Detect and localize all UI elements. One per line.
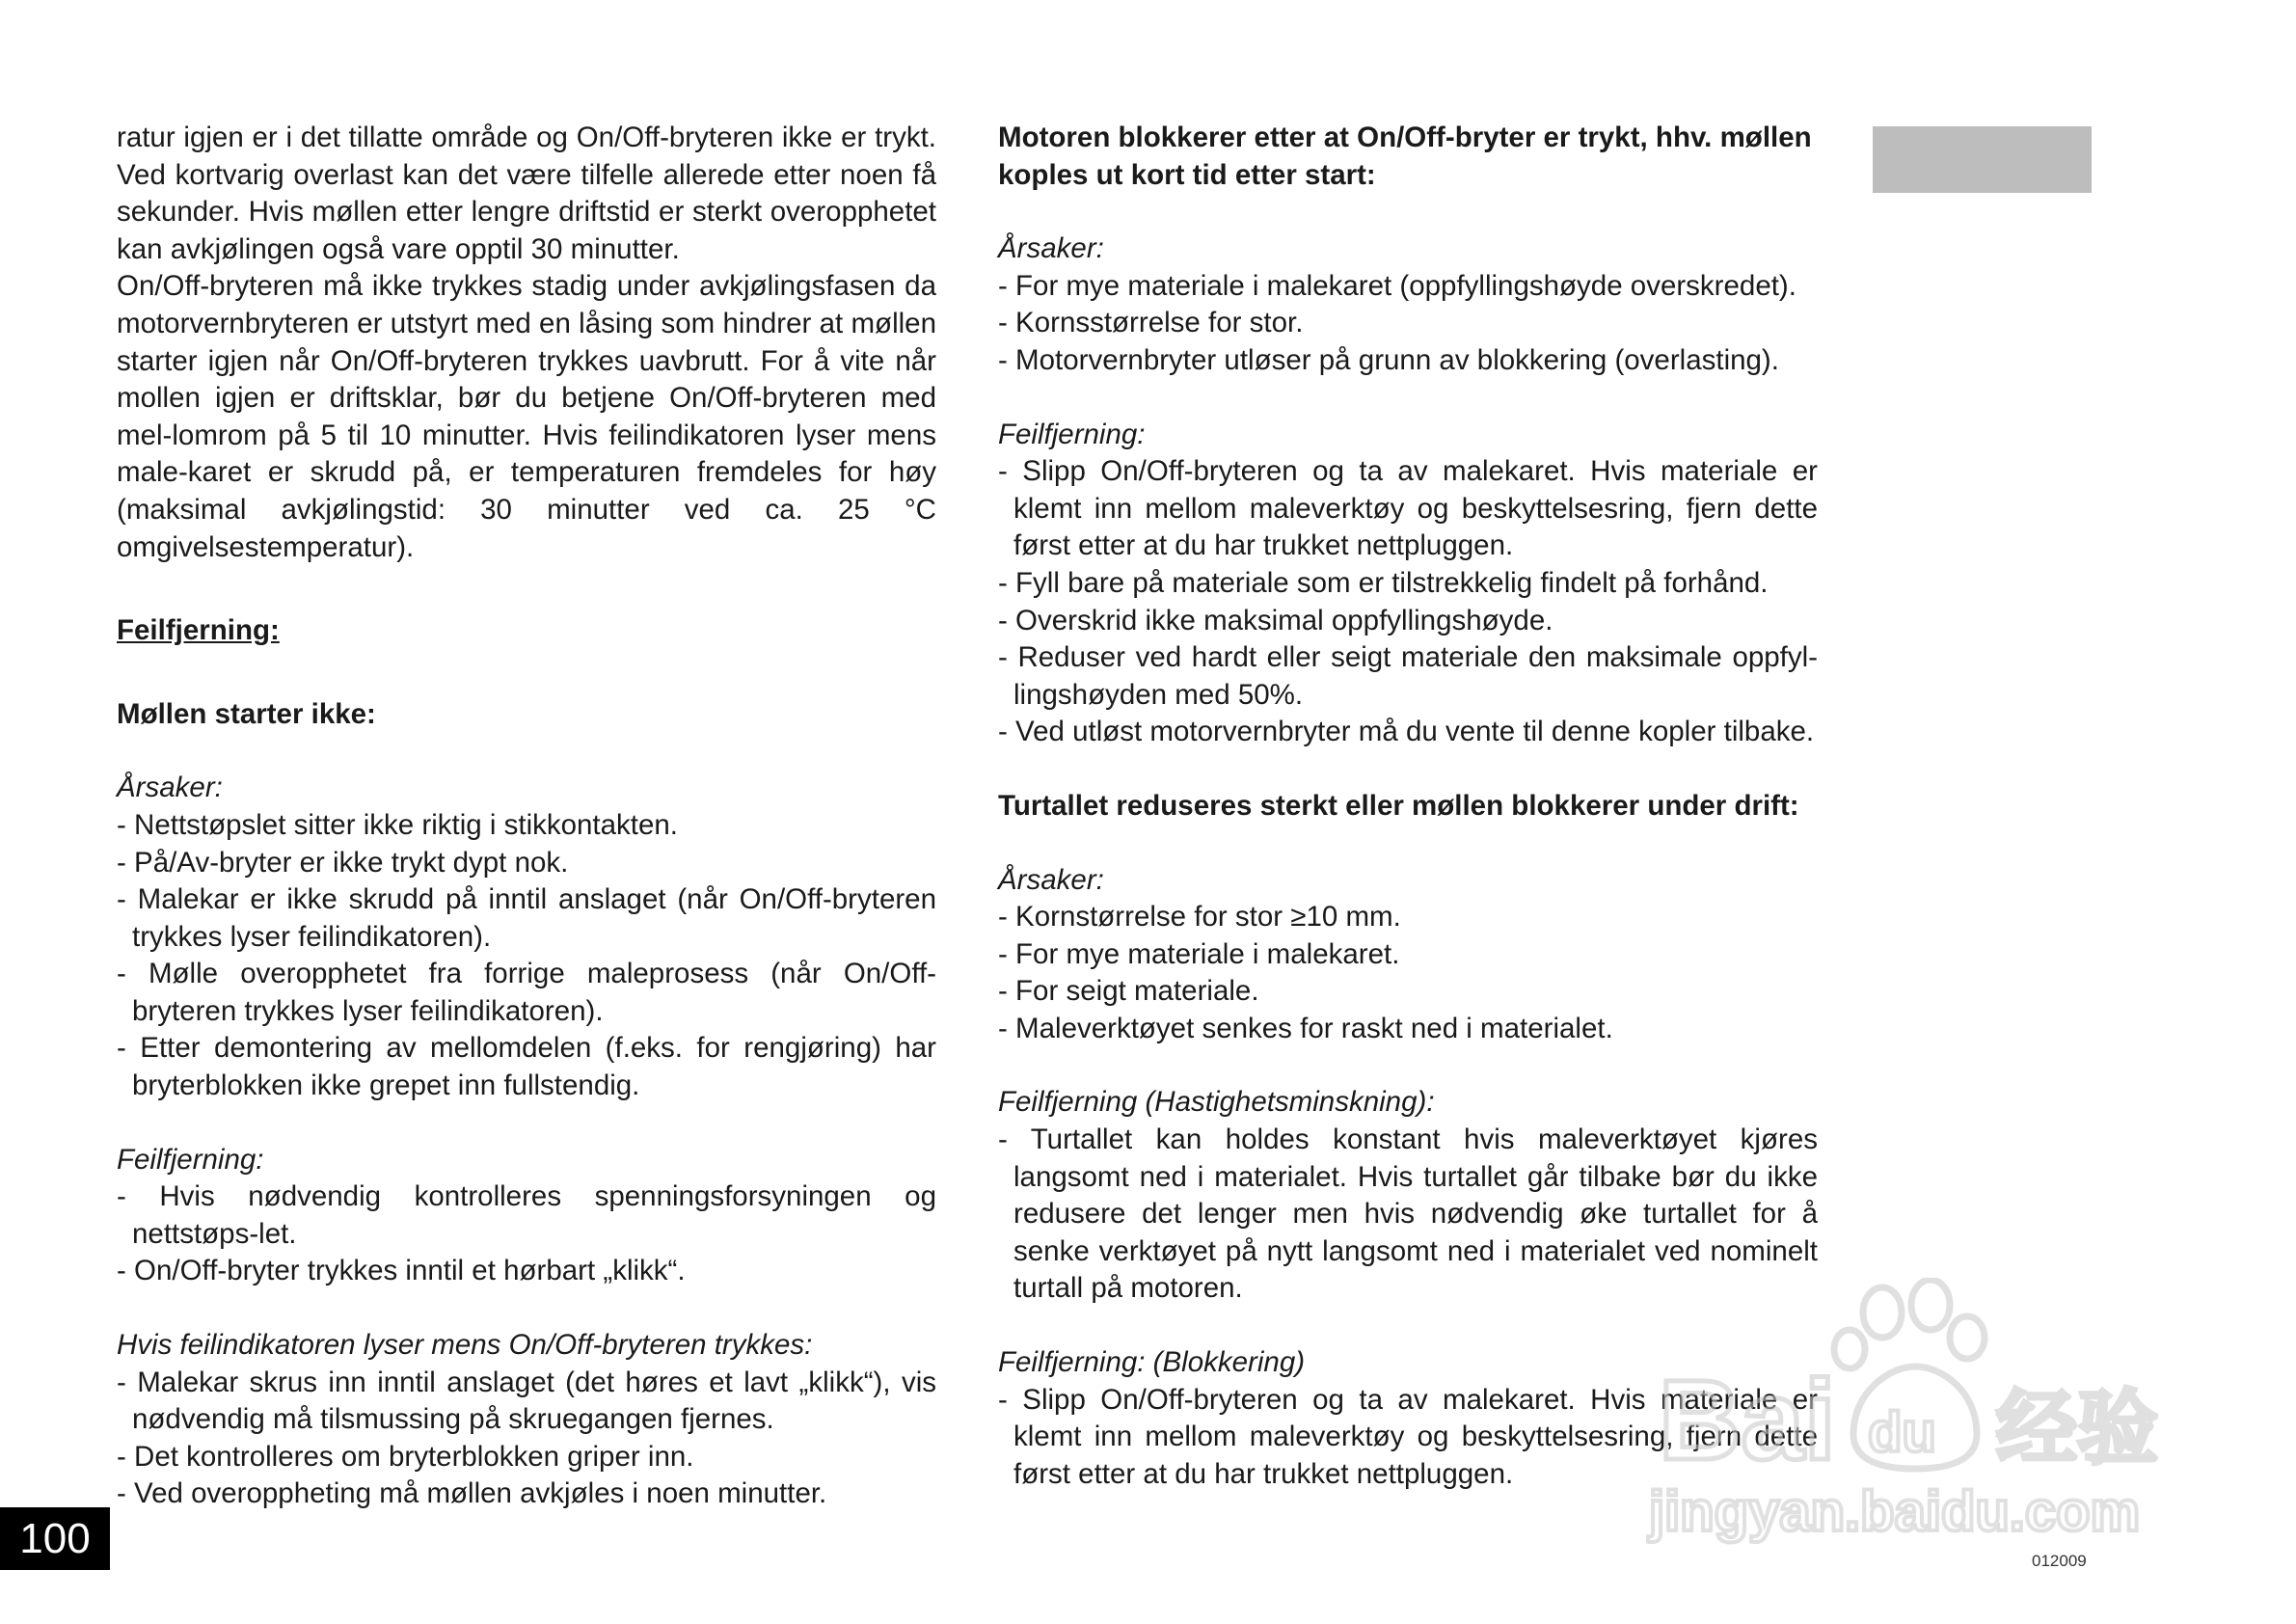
list-item: - Turtallet kan holdes konstant hvis maleverktøyet kjøres langsomt ned i materialet. Hvis turtallet går tilbake bør du ikke redusere det lenger men hvis nødvendig øke turtallet for å senke verktøyet på nytt langsomt ned i materialet ved nominelt turtall på motoren.: [998, 1122, 1818, 1308]
watermark-logo-text: Bai: [1659, 1357, 1836, 1484]
intro-paragraph-1: ratur igjen er i det tillatte område og On/Off-bryteren ikke er trykt. Ved kortvarig overlast kan det være tilfelle allerede etter noen få sekunder. Hvis møllen etter lengre driftstid er sterkt overopphetet kan avkjølingen også vare opptil 30 minutter.: [117, 122, 936, 265]
causes-list: [117, 807, 936, 1105]
list-item: - Malekar er ikke skrudd på inntil anslaget (når On/Off-bryteren trykkes lyser feilindikatoren).: [117, 881, 936, 956]
list-item: - Slipp On/Off-bryteren og ta av malekaret. Hvis materiale er klemt inn mellom maleverktøy og beskyttelsesring, fjern dette først etter at du har trukket nettpluggen.: [998, 453, 1818, 565]
page-number: 100: [0, 1507, 110, 1570]
list-item: - Kornstørrelse for stor ≥10 mm.: [998, 899, 1818, 936]
list-item: - Hvis nødvendig kontrolleres spenningsforsyningen og nettstøps-let.: [117, 1178, 936, 1253]
baidu-watermark-logo: [1630, 1278, 2170, 1548]
remedies-list: [117, 1178, 936, 1290]
block1-remedy-label: Feilfjerning:: [998, 418, 1146, 450]
block1-causes-label: Årsaker:: [998, 232, 1104, 265]
block2-speed-label: Feilfjerning (Hastighetsminskning):: [998, 1086, 1435, 1119]
list-item: - På/Av-bryter er ikke trykt dypt nok.: [117, 845, 936, 882]
list-item: - On/Off-bryter trykkes inntil et hørbart „klikk“.: [117, 1253, 936, 1290]
list-item: - Kornsstørrelse for stor.: [998, 305, 1818, 342]
intro-paragraph-2: On/Off-bryteren må ikke trykkes stadig under avkjølingsfasen da motorvernbryteren er utstyrt med en låsing som hindrer at møllen starter igjen når On/Off-bryteren trykkes uavbrutt. For å vite når mollen igjen er driftsklar, bør du betjene On/Off-bryteren med mel-lomrom på 5 til 10 minutter. Hvis feilindikatoren lyser mens male-karet er skrudd på, er temperaturen fremdeles for høy (maksimal avkjølingstid: 30 minutter ved ca. 25 °C omgivelsestemperatur).: [117, 270, 936, 563]
list-item: - Fyll bare på materiale som er tilstrekkelig findelt på forhånd.: [998, 565, 1818, 603]
block2-causes-list: [998, 899, 1818, 1047]
block1-causes-list: [998, 268, 1818, 380]
list-item: - Overskrid ikke maksimal oppfyllingshøyde.: [998, 603, 1818, 640]
list-item: - For mye materiale i malekaret (oppfyllingshøyde overskredet).: [998, 268, 1818, 306]
section-heading: Feilfjerning:: [117, 614, 280, 647]
indicator-label: Hvis feilindikatoren lyser mens On/Off-bryteren trykkes:: [117, 1329, 813, 1362]
problem-heading: Møllen starter ikke:: [117, 697, 376, 730]
block1-remedies-list: [998, 453, 1818, 751]
section-tab-marker: [1873, 126, 2092, 193]
list-item: - Ved overoppheting må møllen avkjøles i noen minutter.: [117, 1475, 936, 1513]
watermark-cn-text: 经验: [1996, 1381, 2159, 1475]
doc-code: 012009: [2032, 1552, 2087, 1570]
remedy-label: Feilfjerning:: [117, 1143, 264, 1176]
causes-label: Årsaker:: [117, 771, 223, 804]
list-item: - For seigt materiale.: [998, 973, 1818, 1011]
list-item: - For mye materiale i malekaret.: [998, 936, 1818, 974]
indicator-remedies-list: [117, 1365, 936, 1513]
list-item: - Mølle overopphetet fra forrige maleprosess (når On/Off-bryteren trykkes lyser feilindikatoren).: [117, 956, 936, 1030]
list-item: - Ved utløst motorvernbryter må du vente til denne kopler tilbake.: [998, 714, 1818, 751]
list-item: - Maleverktøyet senkes for raskt ned i materialet.: [998, 1011, 1818, 1048]
list-item: - Etter demontering av mellomdelen (f.eks. for rengjøring) har bryterblokken ikke grepet inn fullstendig.: [117, 1030, 936, 1104]
list-item: - Det kontrolleres om bryterblokken griper inn.: [117, 1439, 936, 1476]
block2-causes-label: Årsaker:: [998, 863, 1104, 896]
list-item: - Nettstøpslet sitter ikke riktig i stikkontakten.: [117, 807, 936, 845]
watermark-paw-text: du: [1868, 1401, 1936, 1464]
block2-heading: Turtallet reduseres sterkt eller møllen blokkerer under drift:: [998, 789, 1799, 822]
list-item: - Reduser ved hardt eller seigt materiale den maksimale oppfyl-lingshøyden med 50%.: [998, 639, 1818, 714]
list-item: - Motorvernbryter utløser på grunn av blokkering (overlasting).: [998, 342, 1818, 380]
watermark-url-text: jingyan.baidu.com: [1649, 1480, 2141, 1543]
block2-block-label: Feilfjerning: (Blokkering): [998, 1346, 1306, 1379]
left-column: [117, 120, 936, 1513]
block1-heading: Motoren blokkerer etter at On/Off-bryter er trykt, hhv. møllen koples ut kort tid etter start:: [998, 122, 1812, 191]
list-item: - Malekar skrus inn inntil anslaget (det høres et lavt „klikk“), vis nødvendig må tilsmussing på skruegangen fjernes.: [117, 1365, 936, 1439]
list-item: - Slipp On/Off-bryteren og ta av malekaret. Hvis materiale er klemt inn mellom maleverktøy og beskyttelsesring, fjern dette først etter at du har trukket nettpluggen.: [998, 1382, 1818, 1494]
